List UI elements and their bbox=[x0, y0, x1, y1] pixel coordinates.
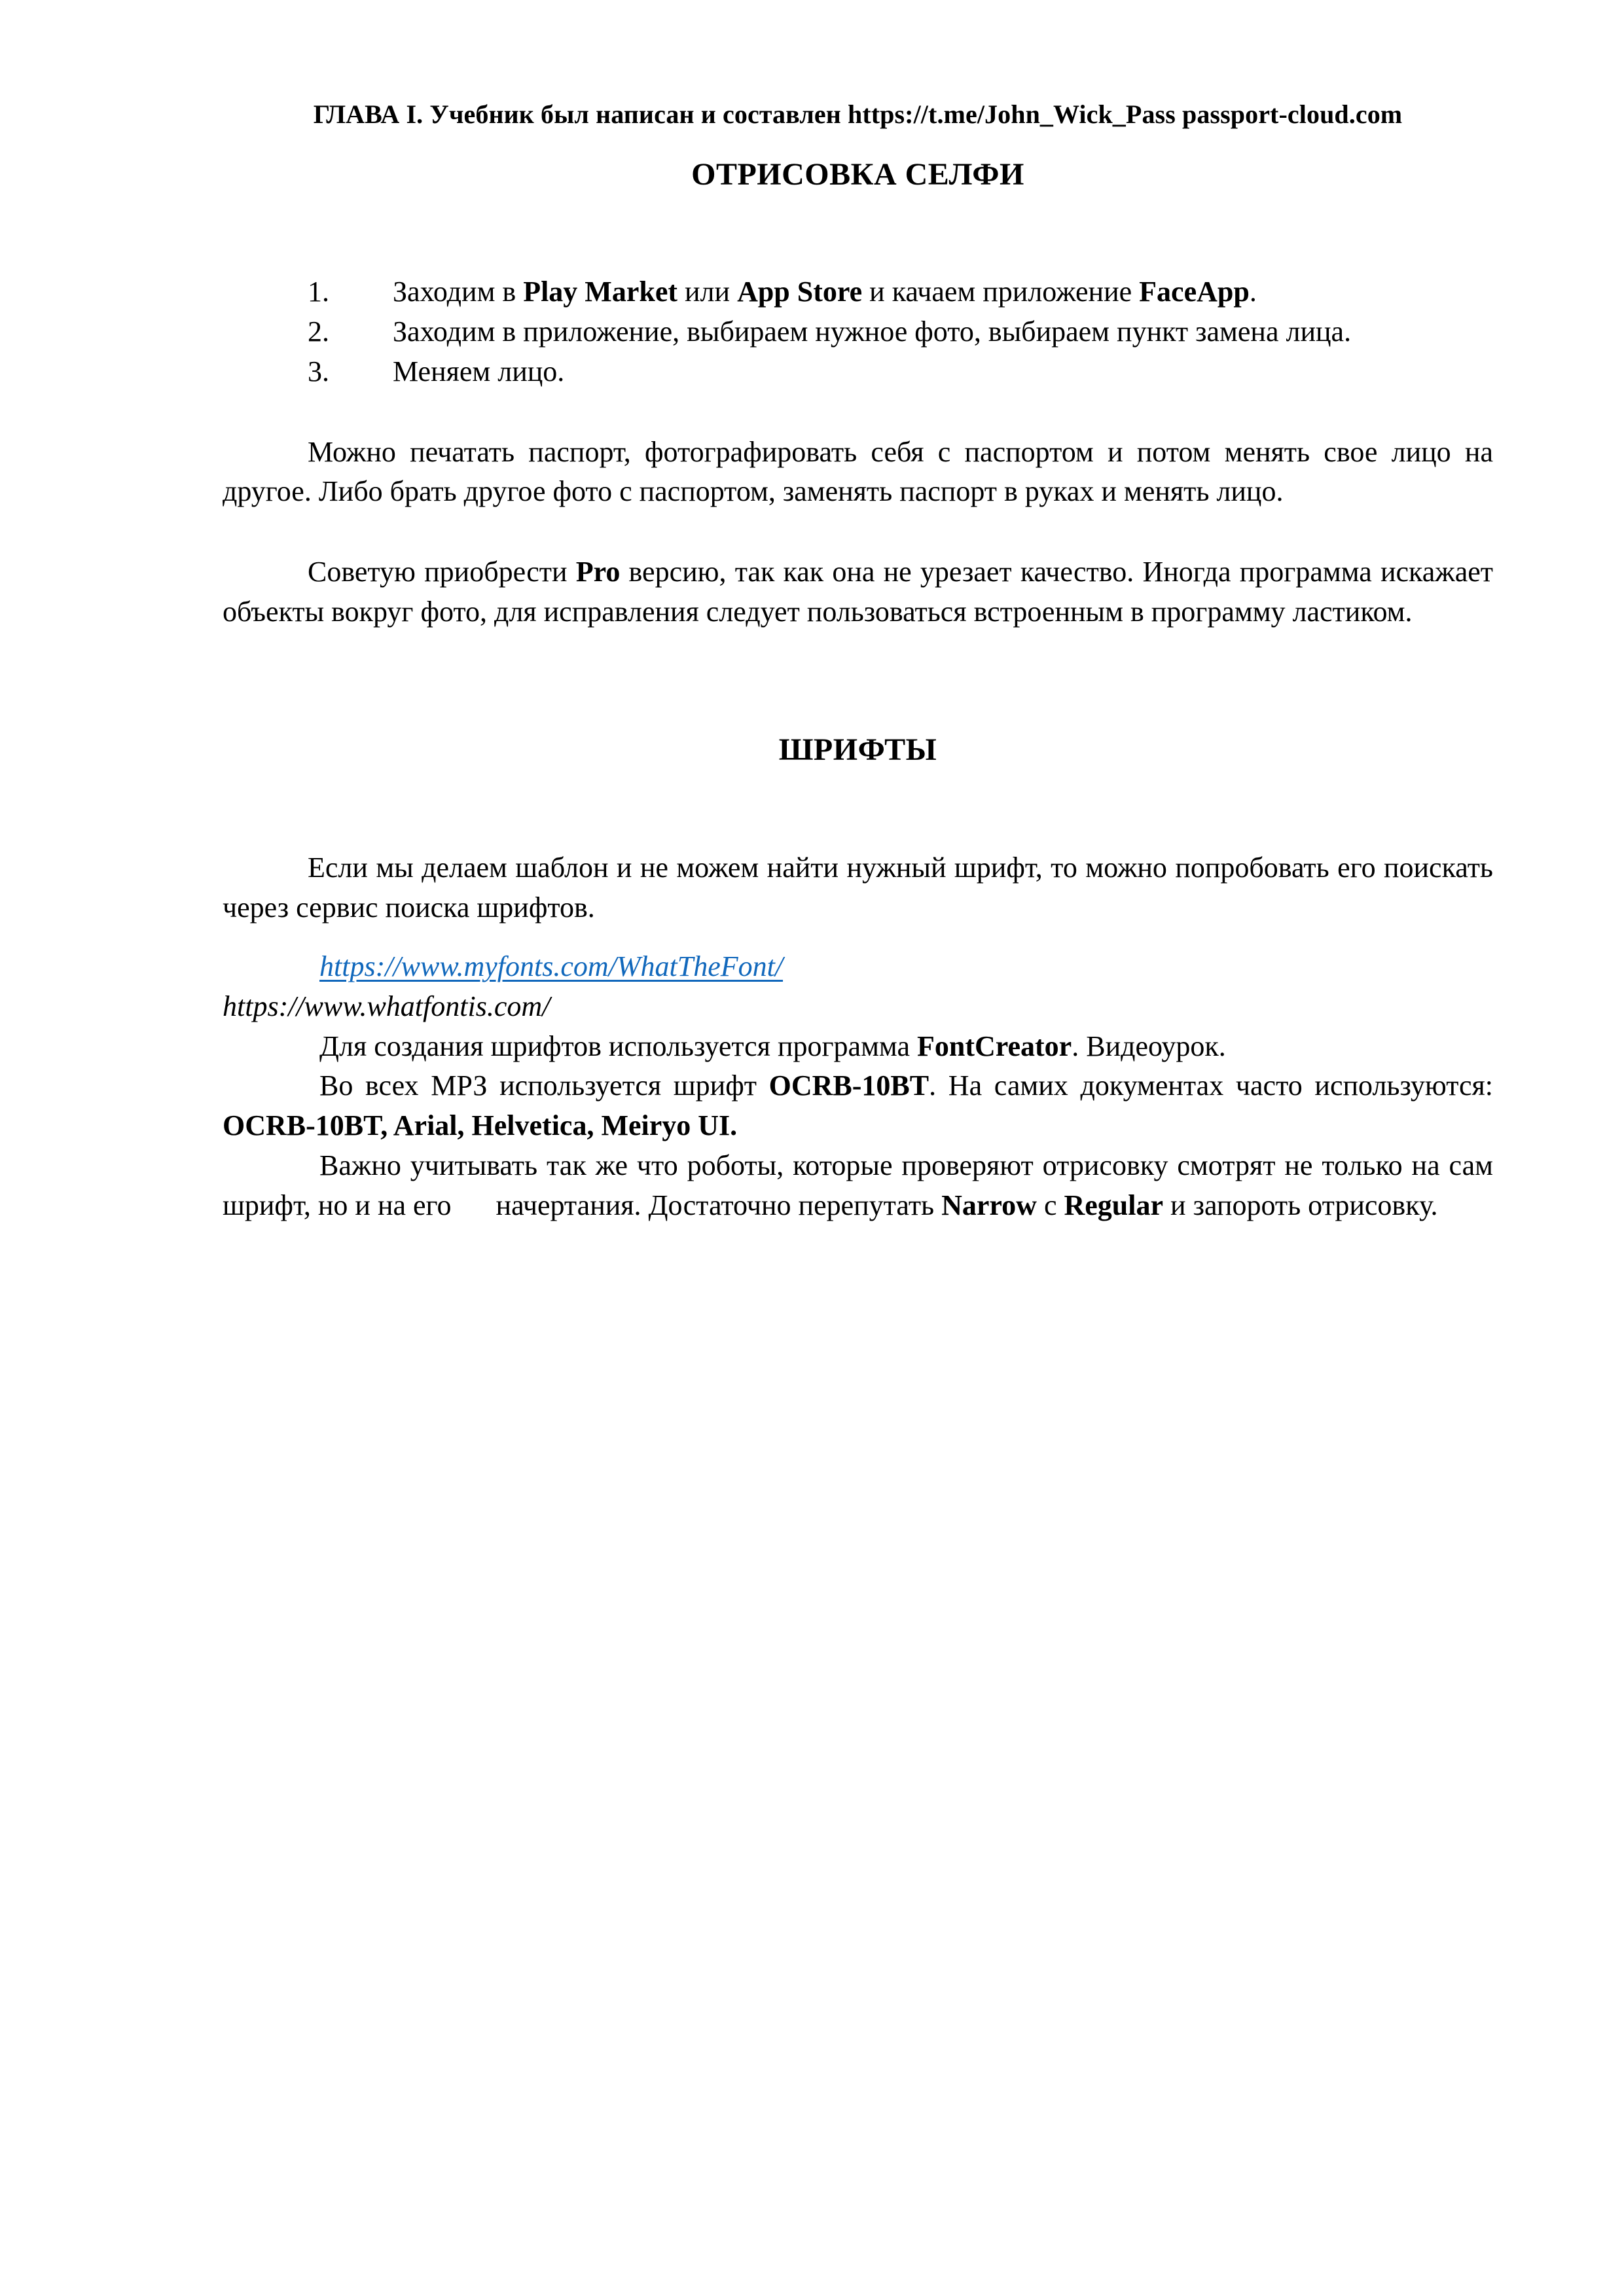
paragraph-text-4: и запороть отрисовку. bbox=[1163, 1189, 1438, 1221]
spacer bbox=[223, 392, 1493, 433]
paragraph-text-1: Во всех МРЗ используется шрифт bbox=[319, 1069, 769, 1102]
paragraph-font-search-intro: Если мы делаем шаблон и не можем найти нужный шрифт, то можно попробовать его поискать через сервис поиска шрифтов. bbox=[223, 851, 1493, 924]
list-item-bold-faceapp: FaceApp bbox=[1139, 276, 1250, 308]
list-item-text-4: . bbox=[1249, 276, 1257, 308]
paragraph-pro-version bbox=[223, 552, 1493, 632]
list-item bbox=[223, 272, 1493, 312]
paragraph-font-weights bbox=[223, 1146, 1493, 1225]
document-header: ГЛАВА I. Учебник был написан и составлен https://t.me/John_Wick_Pass passport-cloud.com bbox=[313, 99, 1403, 129]
spacer bbox=[223, 771, 1493, 848]
link-whatfontis-row bbox=[223, 987, 1493, 1027]
spacer bbox=[223, 927, 1493, 947]
list-item bbox=[223, 352, 1493, 392]
paragraph-text-2: начертания. Достаточно перепутать bbox=[488, 1189, 942, 1221]
paragraph-text-1: Для создания шрифтов используется программа bbox=[319, 1030, 917, 1062]
paragraph-passport-photo: Можно печатать паспорт, фотографировать себя с паспортом и потом менять свое лицо на другое. Либо брать другое фото с паспортом, заменять паспорт в руках и менять лицо. bbox=[223, 435, 1493, 508]
paragraph-text-2: . На самих документах часто используются: bbox=[929, 1069, 1493, 1102]
list-item-bold-app-store: App Store bbox=[737, 276, 863, 308]
bold-regular: Regular bbox=[1064, 1189, 1164, 1221]
spacer bbox=[223, 512, 1493, 552]
bold-pro: Pro bbox=[575, 555, 621, 588]
spacer bbox=[223, 632, 1493, 730]
list-item-number: 3. bbox=[308, 355, 329, 387]
link-myfonts-row bbox=[223, 947, 1493, 987]
page-title-selfie: ОТРИСОВКА СЕЛФИ bbox=[691, 157, 1024, 192]
numbered-list bbox=[223, 272, 1493, 391]
spacer bbox=[223, 195, 1493, 272]
list-item-text-3: и качаем приложение bbox=[862, 276, 1140, 308]
paragraph-text-2: . Видеоурок. bbox=[1072, 1030, 1226, 1062]
paragraph-text-2: версию, так как она не урезает качество. Иногда программа искажает объекты вокруг фото, для исправления следует пользоваться встроенным в программу ластиком. bbox=[223, 555, 1493, 628]
paragraph-mrz-fonts bbox=[223, 1066, 1493, 1145]
list-item-text-1: Заходим в bbox=[393, 276, 524, 308]
bold-font-list: OCRB-10BT, Arial, Helvetica, Meiryo UI. bbox=[223, 1109, 738, 1142]
list-item-bold-play-market: Play Market bbox=[523, 276, 677, 308]
link-whatfontis[interactable]: https://www.whatfontis.com/ bbox=[223, 990, 550, 1022]
paragraph-text-1: Советую приобрести bbox=[308, 555, 576, 588]
list-item-number: 2. bbox=[308, 315, 329, 348]
list-item-number: 1. bbox=[308, 276, 329, 308]
list-item-text: Меняем лицо. bbox=[393, 355, 565, 387]
list-item-text: Заходим в приложение, выбираем нужное фото, выбираем пункт замена лица. bbox=[393, 315, 1352, 348]
list-item-text-2: или bbox=[677, 276, 738, 308]
paragraph-text-3: с bbox=[1036, 1189, 1064, 1221]
page-title-fonts: ШРИФТЫ bbox=[778, 732, 937, 768]
bold-fontcreator: FontCreator bbox=[916, 1030, 1072, 1062]
bold-ocrb-10bt: OCRB-10BT bbox=[768, 1069, 929, 1102]
bold-narrow: Narrow bbox=[941, 1189, 1037, 1221]
paragraph-text-1: Важно учитывать так же что роботы, которые проверяют отрисовку смотрят не только на сам шрифт, но и на его bbox=[223, 1149, 1493, 1221]
list-item bbox=[223, 312, 1493, 352]
paragraph-fontcreator bbox=[223, 1027, 1493, 1067]
link-myfonts-whatthefont[interactable]: https://www.myfonts.com/WhatTheFont/ bbox=[319, 950, 784, 983]
